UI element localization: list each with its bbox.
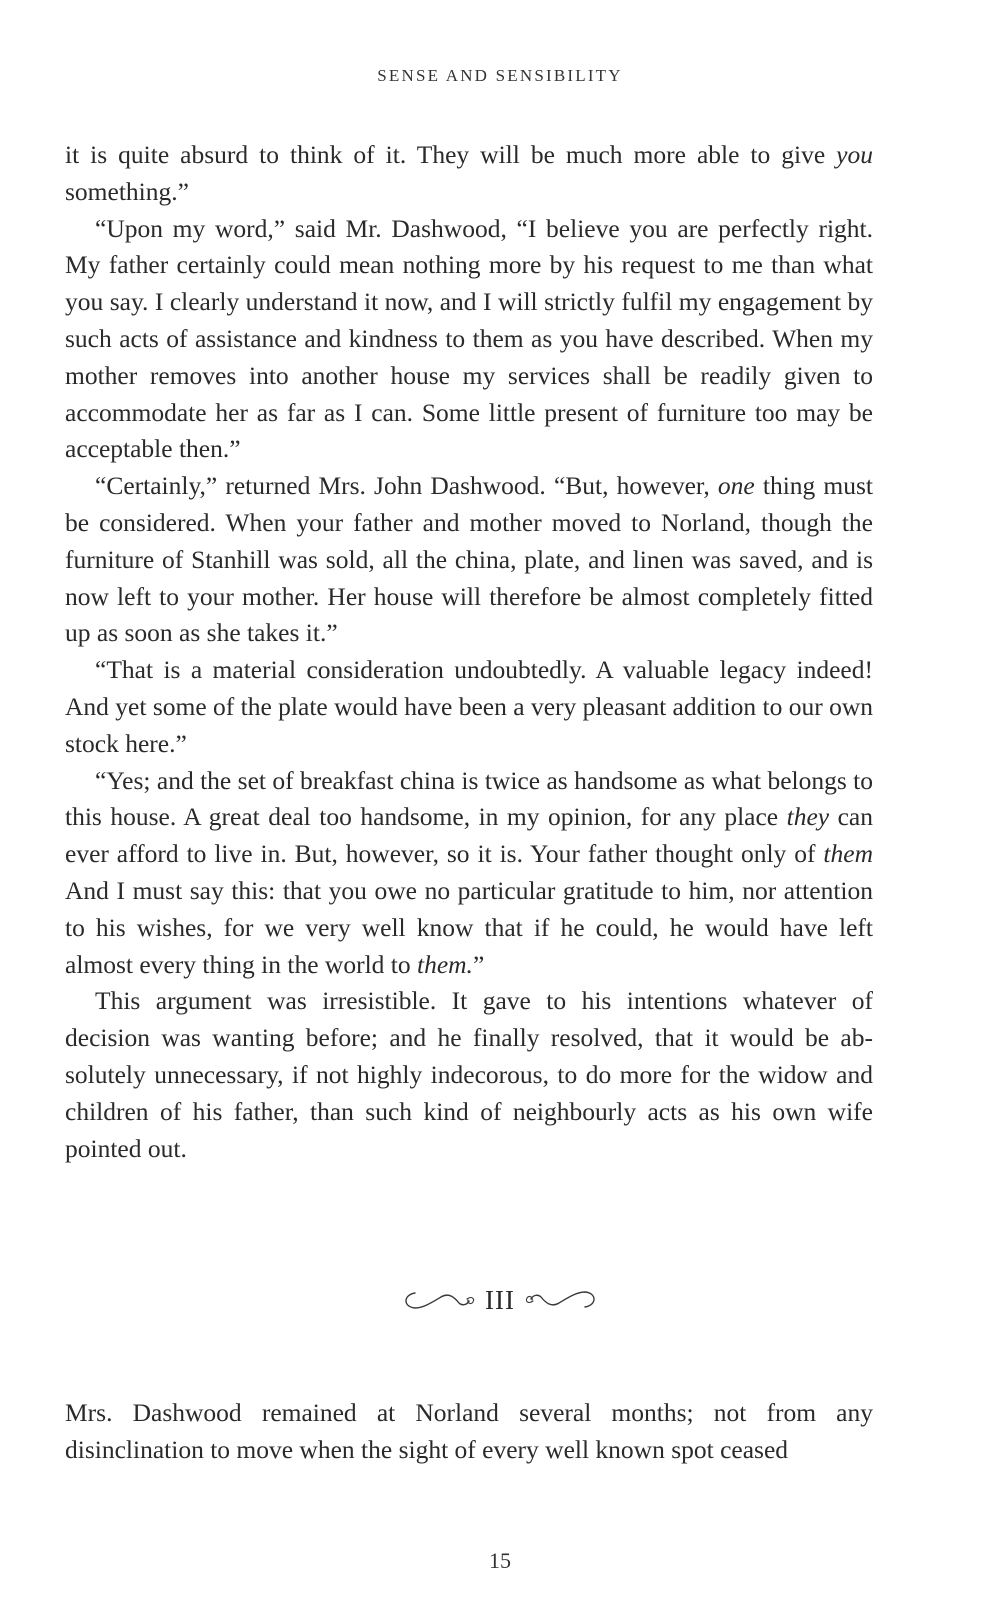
paragraph-text: “Certainly,” returned Mrs. John Dashwood. “But, however, bbox=[95, 471, 718, 501]
chapter-number: III bbox=[485, 1284, 515, 1315]
paragraph-text: This argument was irresistible. It gave to his intentions whatever of decision was wanting before; and he finally resolved, that it would be absolutely unnecessary, if not highly indecorous, to do more for the widow and children of his father, than such kind of neighbourly acts as his own wife pointed out. bbox=[65, 986, 873, 1163]
paragraph-text: thing must be considered. When your father and mother moved to Norland, though the furniture of Stanhill was sold, all the china, plate, and linen was saved, and is now left to your mother. Her house will therefore be almost completely fitted up as soon as she takes it.” bbox=[65, 471, 874, 648]
running-head: SENSE AND SENSIBILITY bbox=[377, 66, 623, 85]
page-number: 15 bbox=[489, 1548, 511, 1573]
left-flourish-icon bbox=[401, 1287, 479, 1313]
paragraph bbox=[65, 137, 873, 211]
paragraph-text: something.” bbox=[65, 176, 189, 206]
paragraph bbox=[65, 763, 873, 984]
paragraph-text: can ever afford to live in. But, however, so it is. Your father thought only of bbox=[65, 802, 873, 869]
chapter-heading bbox=[0, 1280, 1000, 1320]
paragraph bbox=[65, 468, 873, 652]
chapter-opening bbox=[65, 1395, 873, 1469]
chapter-opening-paragraph: Mrs. Dashwood remained at Norland several months; not from any disinclination to move when the sight of every well known spot ceased bbox=[65, 1398, 873, 1464]
body-text bbox=[65, 137, 873, 1167]
paragraph-text: it is quite absurd to think of it. They will be much more able to give bbox=[65, 140, 837, 169]
paragraph-text: “Yes; and the set of breakfast china is twice as handsome as what belongs to this house. A great deal too handsome, in my opinion, for any place bbox=[65, 765, 873, 832]
paragraph bbox=[65, 652, 873, 762]
paragraph-text: “That is a material consideration undoubtedly. A valuable legacy indeed! And yet some of the plate would have been a very pleasant addition to our own stock here.” bbox=[65, 655, 873, 758]
paragraph-text: “Upon my word,” said Mr. Dashwood, “I believe you are perfectly right. My father certainly could mean nothing more by his request to me than what you say. I clearly understand it now, and I will strictly fulfil my engagement by such acts of assistance and kindness to them as you have described. When my mother removes into another house my services shall be readily given to accommodate her as far as I can. Some little present of furniture too may be acceptable then.” bbox=[65, 213, 873, 464]
italic-text: them. bbox=[416, 949, 473, 979]
italic-text: one bbox=[717, 471, 755, 501]
paragraph bbox=[65, 211, 873, 469]
right-flourish-icon bbox=[521, 1287, 599, 1313]
italic-text: them bbox=[823, 839, 873, 869]
paragraph-text: ” bbox=[472, 949, 485, 979]
italic-text: you bbox=[836, 140, 873, 169]
paragraph bbox=[65, 983, 873, 1167]
italic-text: they bbox=[786, 802, 830, 832]
paragraph-text: And I must say this: that you owe no particular gratitude to him, nor attention to his wishes, for we very well know that if he could, he would have left almost every thing in the world to bbox=[65, 875, 873, 979]
